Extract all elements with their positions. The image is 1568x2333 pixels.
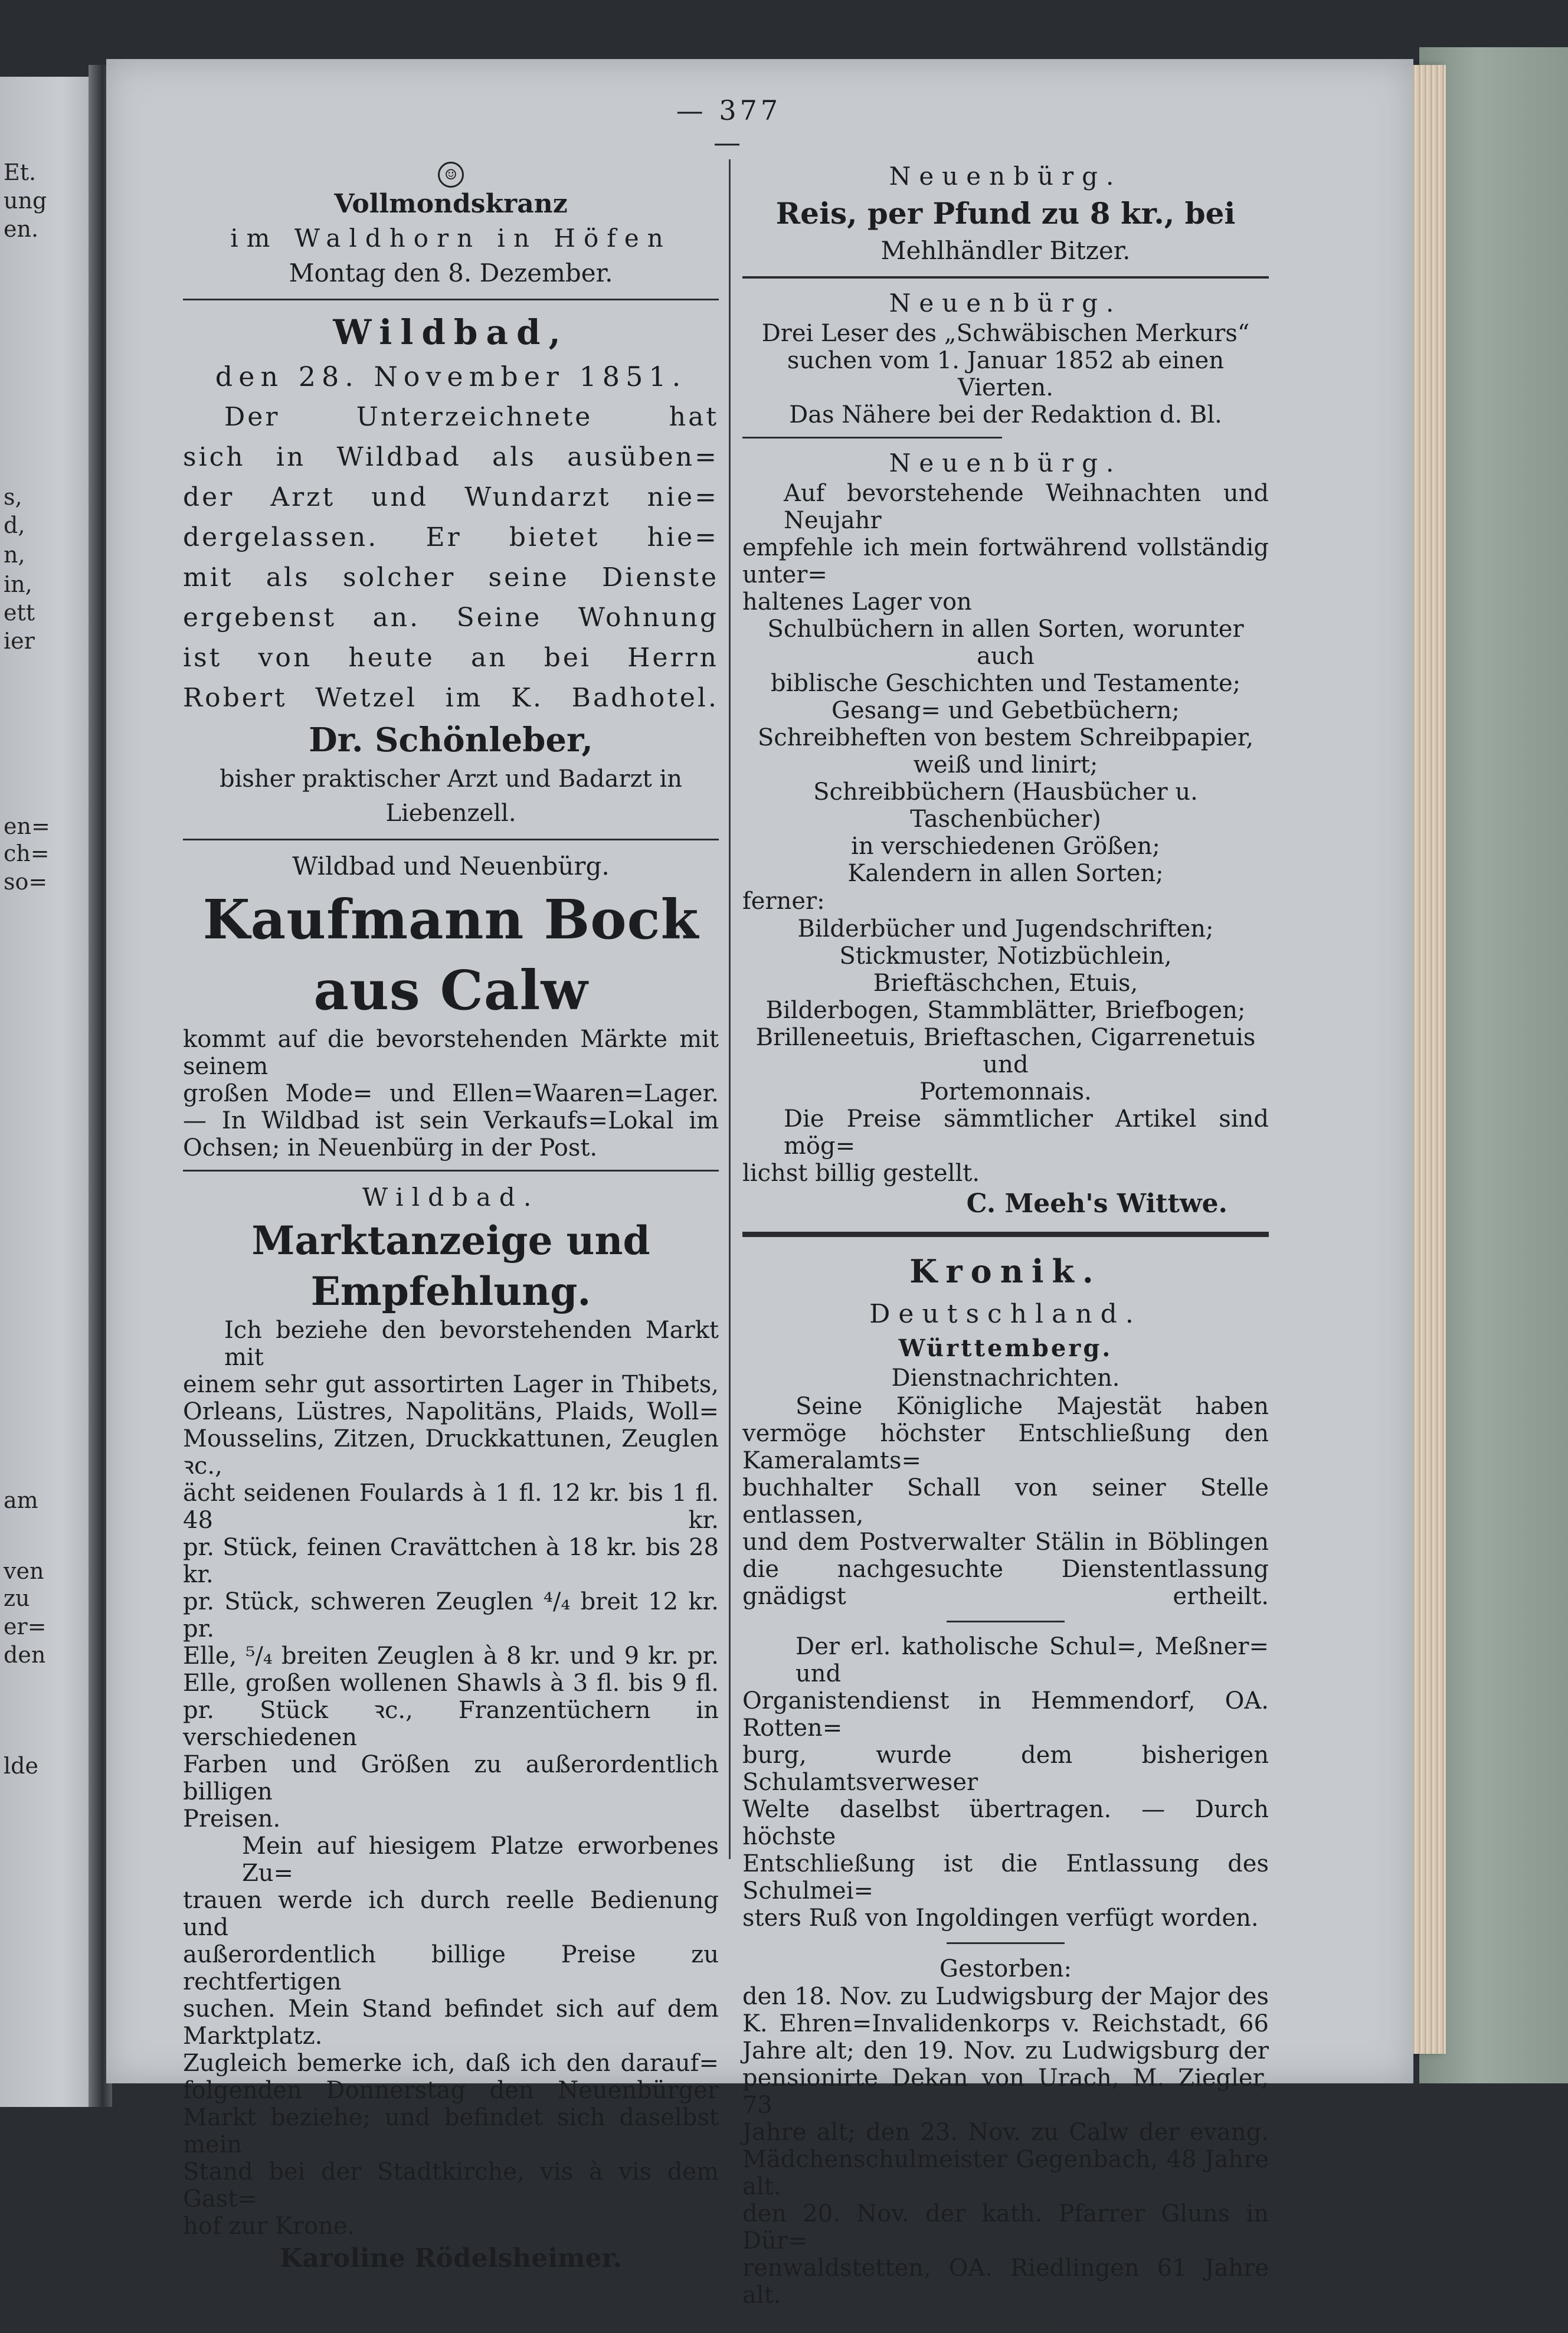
text-line: burg, wurde dem bisherigen Schulamtsverweser — [742, 1742, 1269, 1796]
kronik-state: Württemberg. — [898, 1334, 1113, 1362]
wildbad-doctor-notice — [183, 309, 719, 830]
text-line: mit als solcher seine Dienste — [183, 562, 719, 593]
text-line: vermöge höchster Entschließung den Kameralamts= — [742, 1420, 1269, 1474]
meeh-place: Neuenbürg. — [889, 449, 1122, 477]
text-line: Bilderbogen, Stammblätter, Briefbogen; — [765, 997, 1246, 1024]
doctor-signature: Dr. Schönleber, — [309, 721, 593, 760]
text-line: Orleans, Lüstres, Napolitäns, Plaids, Woll= — [183, 1398, 719, 1425]
text-line: K. Ehren=Invalidenkorps v. Reichstadt, 66 — [742, 2010, 1269, 2037]
short-divider — [947, 1621, 1065, 1622]
kronik-section — [742, 1248, 1269, 2322]
divider — [183, 1170, 719, 1172]
right-column — [742, 159, 1269, 2333]
left-margin-fragment: am — [4, 1487, 38, 1513]
text-line: lichst billig gestellt. — [742, 1160, 980, 1187]
text-line: sich in Wildbad als ausüben= — [183, 442, 719, 472]
kronik-paragraph-2 — [742, 1633, 1269, 1932]
meeh-intro — [742, 480, 1269, 616]
text-line: Stand bei der Stadtkirche, vis à vis dem Gast= — [183, 2158, 719, 2213]
text-line: Ochsen; in Neuenbürg in der Post. — [183, 1134, 598, 1161]
markt-notice — [183, 1180, 719, 2278]
left-margin-fragment: in, — [4, 571, 32, 597]
text-line: Robert Wetzel im K. Badhotel. — [183, 683, 719, 713]
wildbad-date: den 28. November 1851. — [215, 361, 687, 392]
text-line: weiß und linirt; — [913, 751, 1098, 778]
left-margin-fragment: d, — [4, 512, 25, 538]
left-margin-fragment: en. — [4, 216, 39, 242]
left-margin-fragment: den — [4, 1642, 46, 1668]
text-line: trauen werde ich durch reelle Bedienung und — [183, 1887, 719, 1941]
text-line: Die Preise sämmtlicher Artikel sind mög= — [784, 1105, 1269, 1160]
wildbad-body — [183, 397, 719, 718]
text-line: ergebenst an. Seine Wohnung — [183, 603, 719, 633]
kaufmann-body — [183, 1026, 719, 1161]
text-line: suchen vom 1. Januar 1852 ab einen Vierten. — [787, 347, 1225, 401]
text-line: Kalendern in allen Sorten; — [847, 860, 1164, 887]
text-line: Bilderbücher und Jugendschriften; — [797, 915, 1214, 943]
text-line: buchhalter Schall von seiner Stelle entlassen, — [742, 1474, 1269, 1529]
text-line: pr. Stück, feinen Cravättchen à 18 kr. bis 28 kr. — [183, 1534, 719, 1588]
text-line: pr. Stück ꝛc., Franzentüchern in verschiedenen — [183, 1697, 719, 1751]
text-line: und dem Postverwalter Stälin in Böblingen — [742, 1529, 1269, 1556]
doctor-role-line1: bisher praktischer Arzt und Badarzt in — [219, 765, 683, 793]
merkur-place: Neuenbürg. — [889, 289, 1122, 318]
markt-heading: Marktanzeige und Empfehlung. — [251, 1218, 650, 1314]
text-line: Stickmuster, Notizbüchlein, Brieftäschchen, Etuis, — [839, 943, 1172, 997]
text-line: Marktplatz. — [183, 2023, 323, 2050]
meeh-closing — [742, 1105, 1269, 1187]
left-page-edge — [0, 77, 103, 2107]
text-line: Mousselins, Zitzen, Druckkattunen, Zeuglen ꝛc., — [183, 1425, 719, 1480]
left-margin-fragment: Et. — [4, 159, 37, 185]
text-line: Brilleneetuis, Brieftaschen, Cigarrenetuis und — [755, 1024, 1256, 1078]
markt-place: Wildbad. — [362, 1183, 540, 1212]
text-line: kommt auf die bevorstehenden Märkte mit seinem — [183, 1026, 719, 1080]
full-moon-face-icon: ☺ — [438, 162, 464, 188]
text-line: dergelassen. Er bietet hie= — [183, 522, 719, 552]
text-line: Jahre alt; den 19. Nov. zu Ludwigsburg der — [742, 2037, 1269, 2064]
text-line: der Arzt und Wundarzt nie= — [183, 482, 719, 512]
text-line: sters Ruß von Ingoldingen verfügt worden. — [742, 1905, 1259, 1932]
text-line: — In Wildbad ist sein Verkaufs=Lokal im — [183, 1107, 719, 1134]
divider — [742, 437, 1002, 439]
text-line: Entschließung ist die Entlassung des Schulmei= — [742, 1850, 1269, 1905]
left-margin-fragment: zu — [4, 1585, 30, 1611]
doctor-role-line2: Liebenzell. — [385, 800, 516, 827]
text-line: den 18. Nov. zu Ludwigsburg der Major des — [742, 1983, 1269, 2010]
text-line: pensionirte Dekan von Urach, M. Ziegler, 73 — [742, 2064, 1269, 2119]
text-line: Das Nähere bei der Redaktion d. Bl. — [789, 401, 1222, 428]
text-line: Gesang= und Gebetbüchern; — [832, 697, 1180, 724]
wildbad-heading: Wildbad, — [333, 312, 569, 352]
meeh-items-2 — [742, 915, 1269, 1105]
markt-paragraph-1 — [183, 1317, 719, 1833]
text-line: einem sehr gut assortirten Lager in Thibets, — [183, 1371, 719, 1398]
text-line: Organistendienst in Hemmendorf, OA. Rotten= — [742, 1687, 1269, 1742]
meeh-signature: C. Meeh's Wittwe. — [966, 1189, 1227, 1219]
text-line: Mädchenschulmeister Gegenbach, 48 Jahre alt. — [742, 2146, 1269, 2200]
text-line: Auf bevorstehende Weihnachten und Neujahr — [784, 480, 1269, 534]
vollmond-notice — [183, 162, 719, 290]
text-line: Schulbüchern in allen Sorten, worunter auch — [767, 616, 1244, 670]
kronik-country: Deutschland. — [869, 1299, 1142, 1329]
kaufmann-heading: Kaufmann Bock aus Calw — [202, 888, 699, 1022]
text-line: Seine Königliche Majestät haben — [796, 1393, 1269, 1420]
text-line: Schreibheften von bestem Schreibpapier, — [757, 724, 1254, 751]
text-line: den 20. Nov. der kath. Pfarrer Gluns in Dür= — [742, 2200, 1269, 2255]
kronik-heading: Kronik. — [909, 1252, 1102, 1290]
text-line: hof zur Krone. — [183, 2213, 355, 2240]
kaufmann-notice — [183, 849, 719, 1161]
divider — [742, 276, 1269, 279]
text-line: Farben und Größen zu außerordentlich billigen — [183, 1751, 719, 1805]
text-line: Elle, großen wollenen Shawls à 3 fl. bis 9 fl. — [183, 1670, 719, 1697]
text-line: Portemonnais. — [919, 1078, 1092, 1105]
left-margin-fragment: s, — [4, 484, 22, 510]
page-number: — 377 — — [676, 94, 782, 158]
reis-notice — [742, 159, 1269, 268]
markt-signature: Karoline Rödelsheimer. — [280, 2243, 622, 2273]
kronik-paragraph-1 — [742, 1393, 1269, 1610]
text-line: Elle, ⁵/₄ breiten Zeuglen à 8 kr. und 9 kr. pr. — [183, 1642, 719, 1670]
text-line: ächt seidenen Foulards à 1 fl. 12 kr. bis 1 fl. 48 kr. — [183, 1480, 719, 1534]
divider — [183, 299, 719, 300]
kronik-section-title: Dienstnachrichten. — [891, 1365, 1120, 1392]
text-line: Der Unterzeichnete hat — [224, 402, 719, 432]
markt-paragraph-3 — [183, 2050, 719, 2240]
text-line: suchen. Mein Stand befindet sich auf dem — [183, 1995, 719, 2023]
left-margin-fragment: ier — [4, 628, 35, 654]
left-margin-fragment: n, — [4, 542, 25, 568]
end-divider — [947, 2319, 1065, 2322]
text-line: biblische Geschichten und Testamente; — [770, 670, 1241, 697]
reis-line2: Mehlhändler Bitzer. — [880, 236, 1131, 265]
left-margin-fragment: so= — [4, 869, 48, 895]
text-line: in verschiedenen Größen; — [851, 833, 1160, 860]
merkur-body — [742, 320, 1269, 428]
reis-line1: Reis, per Pfund zu 8 kr., bei — [775, 196, 1236, 231]
text-line: folgenden Donnerstag den Neuenbürger — [183, 2077, 719, 2104]
left-margin-fragment: er= — [4, 1614, 47, 1640]
text-line: empfehle ich mein fortwährend vollständig unter= — [742, 534, 1269, 588]
text-line: Drei Leser des „Schwäbischen Merkurs“ — [761, 320, 1250, 347]
left-margin-fragment: ch= — [4, 840, 50, 866]
short-divider — [947, 1942, 1065, 1944]
text-line: Ich beziehe den bevorstehenden Markt mit — [224, 1317, 719, 1371]
text-line: die nachgesuchte Dienstentlassung gnädigst ertheilt. — [742, 1556, 1269, 1610]
text-line: Welte daselbst übertragen. — Durch höchste — [742, 1796, 1269, 1850]
text-line: pr. Stück, schweren Zeuglen ⁴/₄ breit 12 kr. pr. — [183, 1588, 719, 1642]
left-margin-fragment: ett — [4, 600, 35, 626]
kaufmann-place: Wildbad und Neuenbürg. — [292, 852, 610, 881]
divider — [183, 839, 719, 840]
reis-place: Neuenbürg. — [889, 162, 1122, 191]
meeh-ferner: ferner: — [742, 888, 825, 915]
left-column — [183, 159, 719, 2278]
left-margin-fragment: ung — [4, 188, 47, 214]
column-divider — [729, 159, 731, 1859]
text-line: außerordentlich billige Preise zu rechtfertigen — [183, 1941, 719, 1995]
left-margin-fragment: en= — [4, 813, 50, 839]
vollmond-date: Montag den 8. Dezember. — [289, 259, 613, 287]
gestorben-heading: Gestorben: — [940, 1955, 1072, 1982]
merkur-notice — [742, 287, 1269, 428]
vollmond-title: Vollmondskranz — [334, 189, 568, 219]
text-line: großen Mode= und Ellen=Waaren=Lager. — [183, 1080, 719, 1107]
text-line: Markt beziehe; und befindet sich daselbst mein — [183, 2104, 719, 2158]
kronik-paragraph-3 — [742, 1983, 1269, 2309]
vollmond-place: im Waldhorn in Höfen — [230, 224, 672, 253]
thick-divider — [742, 1232, 1269, 1237]
markt-paragraph-2 — [183, 1833, 719, 2050]
text-line: Der erl. katholische Schul=, Meßner= und — [796, 1633, 1269, 1687]
meeh-items — [742, 616, 1269, 887]
text-line: haltenes Lager von — [742, 588, 972, 616]
text-line: renwaldstetten, OA. Riedlingen 61 Jahre alt. — [742, 2255, 1269, 2309]
text-line: Jahre alt; den 23. Nov. zu Calw der evang. — [742, 2119, 1269, 2146]
left-margin-fragment: lde — [4, 1753, 38, 1779]
text-line: Zugleich bemerke ich, daß ich den darauf= — [183, 2050, 719, 2077]
left-margin-fragment: ven — [4, 1558, 44, 1584]
text-line: Mein auf hiesigem Platze erworbenes Zu= — [242, 1833, 719, 1887]
text-line: ist von heute an bei Herrn — [183, 643, 719, 673]
text-line: Schreibbüchern (Hausbücher u. Taschenbücher) — [813, 778, 1198, 833]
text-line: Preisen. — [183, 1805, 281, 1833]
meeh-notice — [742, 447, 1269, 1221]
